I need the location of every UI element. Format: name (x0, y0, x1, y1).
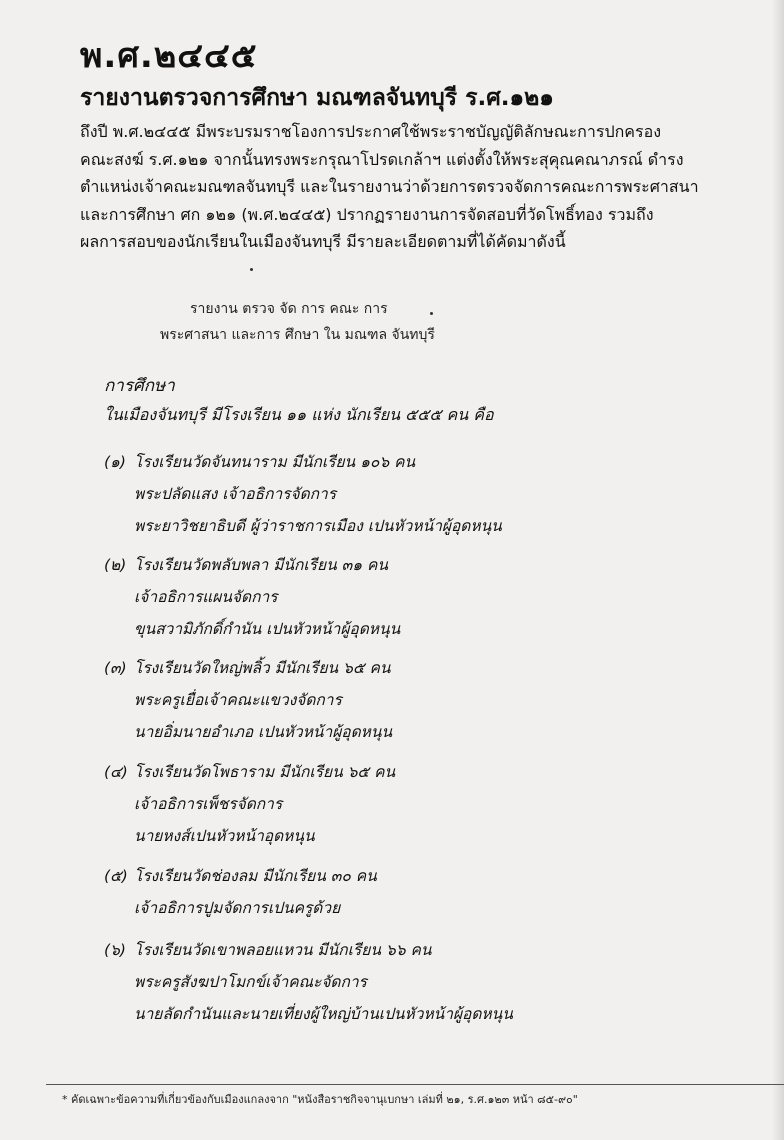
school-name: โรงเรียนวัดจันทนาราม มีนักเรียน ๑๐๖ คน (134, 453, 416, 471)
intro-line: ตำแหน่งเจ้าคณะมณฑลจันทบุรี และในรายงานว่าด้วยการตรวจจัดการคณะการพระศาสนา (80, 177, 699, 196)
school-number: (๒) (104, 556, 127, 574)
school-detail: นายอิ่มนายอำเภอ เปนหัวหน้าผู้อุดหนุน (134, 723, 393, 741)
section-summary: ในเมืองจันทบุรี มีโรงเรียน ๑๑ แห่ง นักเรียน ๕๕๕ คน คือ (104, 405, 494, 424)
school-detail: นายลัดกำนันและนายเที่ยงผู้ใหญ่บ้านเปนหัวหน้าผู้อุดหนุน (134, 1005, 513, 1023)
school-entry (104, 652, 704, 748)
school-name: โรงเรียนวัดโพธาราม มีนักเรียน ๖๕ คน (134, 763, 396, 781)
school-entry (104, 860, 704, 924)
page-title: พ.ศ.๒๔๔๕ (80, 36, 258, 76)
intro-line: คณะสงฆ์ ร.ศ.๑๒๑ จากนั้นทรงพระกรุณาโปรดเกล้าฯ แต่งตั้งให้พระสุคุณคณาภรณ์ ดำรง (80, 149, 684, 169)
school-number: (๓) (104, 659, 127, 677)
school-entry (104, 446, 704, 542)
footnote: * คัดเฉพาะข้อความที่เกี่ยวข้องกับเมืองแกลงจาก "หนังสือราชกิจจานุเบกษา เล่มที่ ๒๑, ร.ศ.๑๒๓ หน้า ๘๕-๙๐" (62, 1093, 578, 1106)
school-name: โรงเรียนวัดพลับพลา มีนักเรียน ๓๑ คน (134, 556, 388, 574)
school-detail: พระปลัดแสง เจ้าอธิการจัดการ (134, 485, 337, 503)
school-detail: ขุนสวามิภักดิ์กำนัน เปนหัวหน้าผู้อุดหนุน (134, 620, 401, 638)
school-detail: นายหงส์เปนหัวหน้าอุดหนุน (134, 827, 315, 845)
school-entry (104, 756, 704, 852)
intro-line: ผลการสอบของนักเรียนในเมืองจันทบุรี มีรายละเอียดตามที่ได้คัดมาดังนี้ (80, 232, 566, 251)
school-detail: พระครูเยื่อเจ้าคณะแขวงจัดการ (134, 691, 342, 709)
school-detail: พระยาวิชยาธิบดี ผู้ว่าราชการเมือง เปนหัวหน้าผู้อุดหนุน (134, 517, 502, 535)
school-name: โรงเรียนวัดช่องลม มีนักเรียน ๓๐ คน (134, 867, 377, 885)
intro-line: และการศึกษา ศก ๑๒๑ (พ.ศ.๒๔๔๕) ปรากฏรายงานการจัดสอบที่วัดโพธิ์ทอง รวมถึง (80, 204, 654, 224)
typed-heading-line: พระศาสนา และการ ศึกษา ใน มณฑล จันทบุรี (160, 327, 435, 343)
intro-paragraph (80, 118, 730, 256)
school-detail: เจ้าอธิการเพ็ชรจัดการ (134, 795, 283, 813)
school-number: (๑) (104, 453, 126, 471)
footnote-divider (46, 1084, 784, 1085)
page-subtitle: รายงานตรวจการศึกษา มณฑลจันทบุรี ร.ศ.๑๒๑ (80, 85, 554, 111)
typed-heading-line: รายงาน ตรวจ จัด การ คณะ การ (190, 301, 388, 317)
intro-line: ถึงปี พ.ศ.๒๔๔๕ มีพระบรมราชโองการประกาศใช้พระราชบัญญัติลักษณะการปกครอง (80, 122, 662, 141)
school-detail: เจ้าอธิการแผนจัดการ (134, 588, 278, 606)
section-heading: การศึกษา (104, 376, 175, 396)
school-detail: พระครูสังฆปาโมกข์เจ้าคณะจัดการ (134, 973, 367, 991)
school-name: โรงเรียนวัดเขาพลอยแหวน มีนักเรียน ๖๖ คน (134, 941, 432, 959)
school-detail: เจ้าอธิการปูมจัดการเปนครูด้วย (134, 899, 341, 917)
school-number: (๔) (104, 763, 128, 781)
school-entry (104, 549, 704, 645)
typewritten-heading (160, 296, 480, 348)
page-edge-shadow (772, 0, 784, 1140)
school-number: (๖) (104, 941, 126, 959)
school-number: (๕) (104, 867, 128, 885)
school-name: โรงเรียนวัดใหญ่พลิ้ว มีนักเรียน ๖๕ คน (134, 659, 391, 677)
speck-mark (250, 268, 253, 271)
school-entry (104, 934, 704, 1030)
